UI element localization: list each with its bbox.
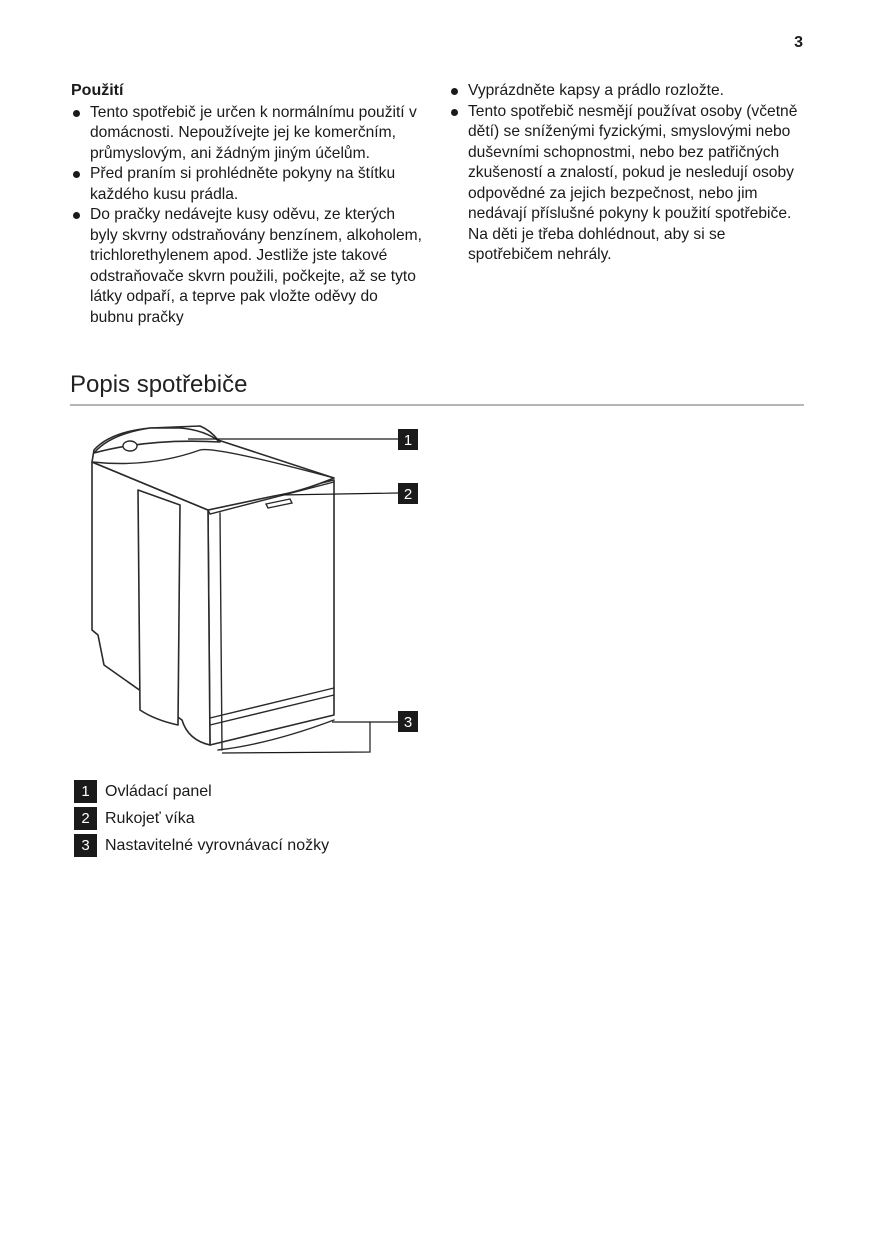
callout-1 bbox=[398, 429, 418, 450]
legend-number: 1 bbox=[74, 780, 97, 803]
legend bbox=[74, 778, 329, 859]
washing-machine-illustration bbox=[70, 420, 430, 765]
usage-item: Před praním si prohlédněte pokyny na štítku každého kusu prádla. bbox=[71, 164, 424, 205]
usage-list-right bbox=[449, 81, 804, 225]
callout-2-label: 2 bbox=[403, 486, 413, 503]
control-knob bbox=[123, 441, 137, 451]
legend-item bbox=[74, 805, 329, 832]
legend-number: 2 bbox=[74, 807, 97, 830]
page-number: 3 bbox=[794, 34, 803, 51]
usage-column-left bbox=[71, 81, 424, 328]
legend-label: Ovládací panel bbox=[105, 782, 212, 800]
section-title: Popis spotřebiče bbox=[70, 371, 804, 406]
machine-right-side bbox=[208, 480, 334, 745]
legend-label: Nastavitelné vyrovnávací nožky bbox=[105, 836, 330, 854]
legend-label: Rukojeť víka bbox=[105, 809, 195, 827]
usage-item: Do pračky nedávejte kusy oděvu, ze kterých byly skvrny odstraňovány benzínem, alkoholem, trichlorethylenem apod. Jestliže jste takové odstraňovače skvrn použili, počkejte, až se tyto látky odpaří, a teprve pak vložte oděvy do bubnu pračky bbox=[71, 205, 424, 328]
legend-item bbox=[74, 832, 329, 859]
legend-number: 3 bbox=[74, 834, 97, 857]
callout-2 bbox=[398, 483, 418, 504]
usage-item: Tento spotřebič je určen k normálnímu použití v domácnosti. Nepoužívejte jej ke komerčním, průmyslovým, ani žádným jiným účelům. bbox=[71, 103, 424, 165]
front-window bbox=[138, 490, 180, 725]
children-note: Na děti je třeba dohlédnout, aby si se spotřebičem nehrály. bbox=[468, 225, 726, 263]
callout-1-label: 1 bbox=[403, 432, 413, 449]
callout-3-label: 3 bbox=[403, 714, 413, 731]
usage-item: Vyprázdněte kapsy a prádlo rozložte. bbox=[449, 81, 804, 102]
usage-item: Tento spotřebič nesmějí používat osoby (včetně dětí) se sníženými fyzickými, smyslovými nebo duševními schopnostmi, nebo bez patřičných zkušeností a znalostí, pokud je nesledují osoby odpovědné za jejich bezpečnost, nebo jim nedávají příslušné pokyny k použití spotřebiče. bbox=[449, 102, 804, 225]
usage-heading: Použití bbox=[71, 82, 124, 99]
legend-item bbox=[74, 778, 329, 805]
usage-column-right bbox=[449, 81, 804, 266]
usage-list-left bbox=[71, 103, 424, 329]
callout-3 bbox=[398, 711, 418, 732]
